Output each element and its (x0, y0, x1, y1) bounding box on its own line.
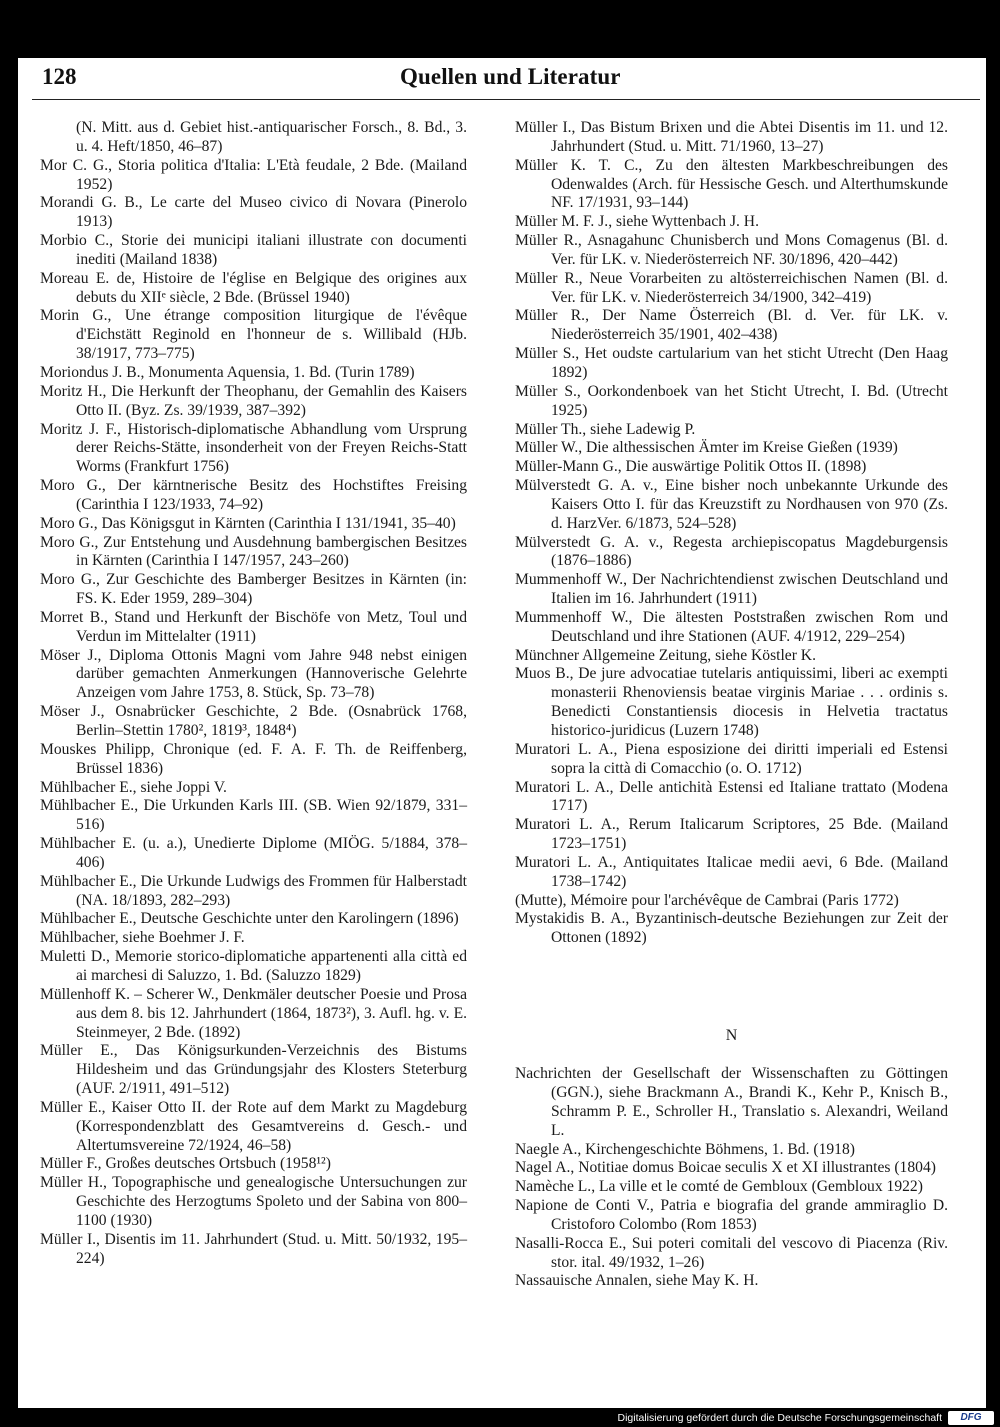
bibliography-entry: Müllenhoff K. – Scherer W., Denkmäler deutscher Poesie und Prosa aus dem 8. bis 12. Jahrhundert (1864, 1873²), 3. Aufl. hg. v. E. Steinmeyer, 2 Bde. (1892) (40, 985, 467, 1041)
bibliography-entry: Mummenhoff W., Der Nachrichtendienst zwischen Deutschland und Italien im 16. Jahrhundert (1911) (515, 571, 948, 608)
bibliography-entry: Müller S., Oorkondenboek van het Sticht Utrecht, I. Bd. (Utrecht 1925) (515, 382, 948, 419)
left-column (40, 119, 467, 1268)
bibliography-entry: Muratori L. A., Piena esposizione dei diritti imperiali ed Estensi sopra la città di Comacchio (o. O. 1712) (515, 740, 948, 777)
bibliography-entry: Müller H., Topographische und genealogische Untersuchungen zur Geschichte des Herzogtums Spoleto und der Sabina von 800–1100 (1930) (40, 1174, 467, 1229)
bibliography-entry: Muratori L. A., Antiquitates Italicae medii aevi, 6 Bde. (Mailand 1738–1742) (515, 853, 948, 890)
bibliography-entry: Moro G., Der kärntnerische Besitz des Hochstiftes Freising (Carinthia I 123/1933, 74–92) (40, 477, 467, 513)
bibliography-entry: Moro G., Zur Entstehung und Ausdehnung bambergischen Besitzes in Kärnten (Carinthia I 147/1957, 243–260) (40, 533, 467, 570)
bibliography-entry: Mühlbacher, siehe Boehmer J. F. (40, 929, 245, 947)
bibliography-entry: Müller I., Disentis im 11. Jahrhundert (Stud. u. Mitt. 50/1932, 195–224) (40, 1230, 467, 1267)
right-column-entries (515, 119, 948, 948)
bibliography-entry: Morin G., Une étrange composition liturgique de l'évêque d'Eichstätt Reginold en l'honneur de s. Willibald (HJb. 38/1917, 773–775) (40, 307, 467, 363)
bibliography-entry: Müller R., Asnagahunc Chunisberch und Mons Comagenus (Bl. d. Ver. für LK. v. Niederösterreich NF. 30/1896, 420–442) (515, 232, 948, 268)
bibliography-entry: Müller E., Kaiser Otto II. der Rote auf dem Markt zu Magdeburg (Korrespondenzblatt des Gesamtvereins d. Gesch.- und Altertumsvereine 72/1924, 46–58) (40, 1098, 467, 1154)
bibliography-entry: (Mutte), Mémoire pour l'archévêque de Cambrai (Paris 1772) (515, 891, 899, 909)
bibliography-entry: Möser J., Osnabrücker Geschichte, 2 Bde. (Osnabrück 1768, Berlin–Stettin 1780², 1819³, 1848⁴) (40, 703, 467, 739)
section-heading-n: N (725, 1027, 738, 1045)
bibliography-entry: Mühlbacher E., Die Urkunden Karls III. (SB. Wien 92/1879, 331–516) (40, 797, 467, 834)
bibliography-entry: Mühlbacher E., Die Urkunde Ludwigs des Frommen für Halberstadt (NA. 18/1893, 282–293) (40, 872, 467, 909)
bibliography-entry: Moro G., Das Königsgut in Kärnten (Carinthia I 131/1941, 35–40) (40, 514, 456, 532)
bibliography-entry: Naegle A., Kirchengeschichte Böhmens, 1. Bd. (1918) (515, 1140, 855, 1158)
bibliography-entry: Muratori L. A., Delle antichità Estensi ed Italiane trattato (Modena 1717) (515, 778, 948, 815)
running-title: Quellen und Literatur (400, 64, 621, 89)
bibliography-entry: Mor C. G., Storia politica d'Italia: L'Età feudale, 2 Bde. (Mailand 1952) (40, 156, 467, 193)
bibliography-entry: Moro G., Zur Geschichte des Bamberger Besitzes in Kärnten (in: FS. K. Eder 1959, 289–304) (40, 571, 467, 608)
bibliography-entry: Müller S., Het oudste cartularium van het sticht Utrecht (Den Haag 1892) (515, 345, 948, 381)
bibliography-entry: Mühlbacher E., Deutsche Geschichte unter den Karolingern (1896) (40, 910, 459, 928)
bibliography-entry: Muos B., De jure advocatiae tutelaris antiquissimi, liberi ac exempti monasterii Rhenoviensis beatae virginis Mariae . . . ordinis s. Benedicti Constantiensis diocesis in Helvetia tractatus historico-juridicus (Luzern 1748) (515, 665, 948, 739)
bibliography-entry: Moriondus J. B., Monumenta Aquensia, 1. Bd. (Turin 1789) (40, 363, 415, 381)
bibliography-entry: Muletti D., Memorie storico-diplomatiche appartenenti alla città ed ai marchesi di Saluzzo, 1. Bd. (Saluzzo 1829) (40, 948, 467, 984)
bibliography-entry: Müller I., Das Bistum Brixen und die Abtei Disentis im 11. und 12. Jahrhundert (Stud. u. Mitt. 71/1960, 13–27) (515, 119, 948, 155)
bibliography-entry: Müller R., Neue Vorarbeiten zu altösterreichischen Namen (Bl. d. Ver. für LK. v. Niederösterreich 34/1900, 342–419) (515, 269, 948, 306)
bibliography-entry: Müller R., Der Name Österreich (Bl. d. Ver. für LK. v. Niederösterreich 35/1901, 402–438) (515, 307, 948, 344)
bibliography-entry: Müller E., Das Königsurkunden-Verzeichnis des Bistums Hildesheim und das Gründungsjahr des Klosters Steterburg (AUF. 2/1911, 491–512) (40, 1042, 467, 1098)
bibliography-entry: Münchner Allgemeine Zeitung, siehe Köstler K. (515, 646, 816, 664)
bibliography-entry: Morbio C., Storie dei municipi italiani illustrate con documenti inediti (Mailand 1838) (40, 232, 467, 268)
bibliography-entry: Mystakidis B. A., Byzantinisch-deutsche Beziehungen zur Zeit der Ottonen (1892) (515, 910, 948, 947)
bibliography-entry: Moreau E. de, Histoire de l'église en Belgique des origines aux debuts du XIIᵉ siècle, 2 Bde. (Brüssel 1940) (40, 269, 467, 306)
bibliography-entry: Mühlbacher E., siehe Joppi V. (40, 778, 227, 796)
bibliography-entry: Müller F., Großes deutsches Ortsbuch (1958¹²) (40, 1155, 331, 1173)
header-rule (32, 99, 980, 100)
bibliography-entry: Mouskes Philipp, Chronique (ed. F. A. F. Th. de Reiffenberg, Brüssel 1836) (40, 740, 467, 777)
page-number: 128 (42, 64, 77, 89)
bibliography-entry: Mülverstedt G. A. v., Eine bisher noch unbekannte Urkunde des Kaisers Otto I. für das Kreuzstift zu Nordhausen von 970 (Zs. d. HarzVer. 6/1873, 524–528) (515, 477, 948, 532)
bibliography-entry: Müller M. F. J., siehe Wyttenbach J. H. (515, 213, 759, 231)
bibliography-entry: Nagel A., Notitiae domus Boicae seculis X et XI illustrantes (1804) (515, 1159, 936, 1177)
bibliography-entry: Napione de Conti V., Patria e biografia del grande ammiraglio D. Cristoforo Colombo (Rom 1853) (515, 1197, 948, 1233)
footer-credit: Digitalisierung gefördert durch die Deutsche Forschungsgemeinschaft (617, 1412, 942, 1424)
bibliography-entry: Mühlbacher E. (u. a.), Unedierte Diplome (MIÖG. 5/1884, 378–406) (40, 835, 467, 871)
bibliography-entry: Mülverstedt G. A. v., Regesta archiepiscopatus Magdeburgensis (1876–1886) (515, 533, 948, 570)
bibliography-entry: (N. Mitt. aus d. Gebiet hist.-antiquarischer Forsch., 8. Bd., 3. u. 4. Heft/1850, 46–87) (76, 119, 467, 155)
bibliography-entry: Nassauische Annalen, siehe May K. H. (515, 1272, 759, 1290)
bibliography-entry: Nachrichten der Gesellschaft der Wissenschaften zu Göttingen (GGN.), siehe Brackmann A., Brandi K., Kehr P., Knisch B., Schramm P. E., Schroller H., Translatio s. Alexandri, Weiland L. (515, 1065, 948, 1139)
bibliography-entry: Müller-Mann G., Die auswärtige Politik Ottos II. (1898) (515, 458, 867, 476)
bibliography-entry: Muratori L. A., Rerum Italicarum Scriptores, 25 Bde. (Mailand 1723–1751) (515, 816, 948, 853)
dfg-logo: DFG (948, 1411, 994, 1425)
bibliography-entry: Möser J., Diploma Ottonis Magni vom Jahre 948 nebst einigen darüber gemachten Anmerkungen (Hannoverische Gelehrte Anzeigen vom Jahre 1753, 8. Stück, Sp. 73–78) (40, 646, 467, 702)
bibliography-entry: Moritz J. F., Historisch-diplomatische Abhandlung vom Ursprung derer Reichs-Stätte, insonderheit von der Freyen Reichs-Statt Worms (Frankfurt 1756) (40, 420, 467, 476)
bibliography-entry: Nasalli-Rocca E., Sui poteri comitali del vescovo di Piacenza (Riv. stor. ital. 49/1932, 1–26) (515, 1234, 948, 1271)
bibliography-entry: Moritz H., Die Herkunft der Theophanu, der Gemahlin des Kaisers Otto II. (Byz. Zs. 39/1939, 387–392) (40, 382, 467, 419)
bibliography-entry: Müller W., Die althessischen Ämter im Kreise Gießen (1939) (515, 439, 898, 457)
bibliography-entry: Morandi G. B., Le carte del Museo civico di Novara (Pinerolo 1913) (40, 194, 467, 231)
bibliography-entry: Mummenhoff W., Die ältesten Poststraßen zwischen Rom und Deutschland und ihre Stationen (AUF. 4/1912, 229–254) (515, 608, 948, 645)
bibliography-entry: Müller K. T. C., Zu den ältesten Markbeschreibungen des Odenwaldes (Arch. für Hessische Gesch. und Alterthumskunde NF. 17/1931, 93–144) (515, 156, 948, 212)
bibliography-entry: Müller Th., siehe Ladewig P. (515, 420, 696, 438)
right-column (515, 119, 948, 1291)
bibliography-entry: Morret B., Stand und Herkunft der Bischöfe von Metz, Toul und Verdun im Mittelalter (1911) (40, 608, 467, 645)
bibliography-entry: Namèche L., La ville et le comté de Gembloux (Gembloux 1922) (515, 1178, 923, 1196)
section-n-entries (515, 1065, 948, 1291)
